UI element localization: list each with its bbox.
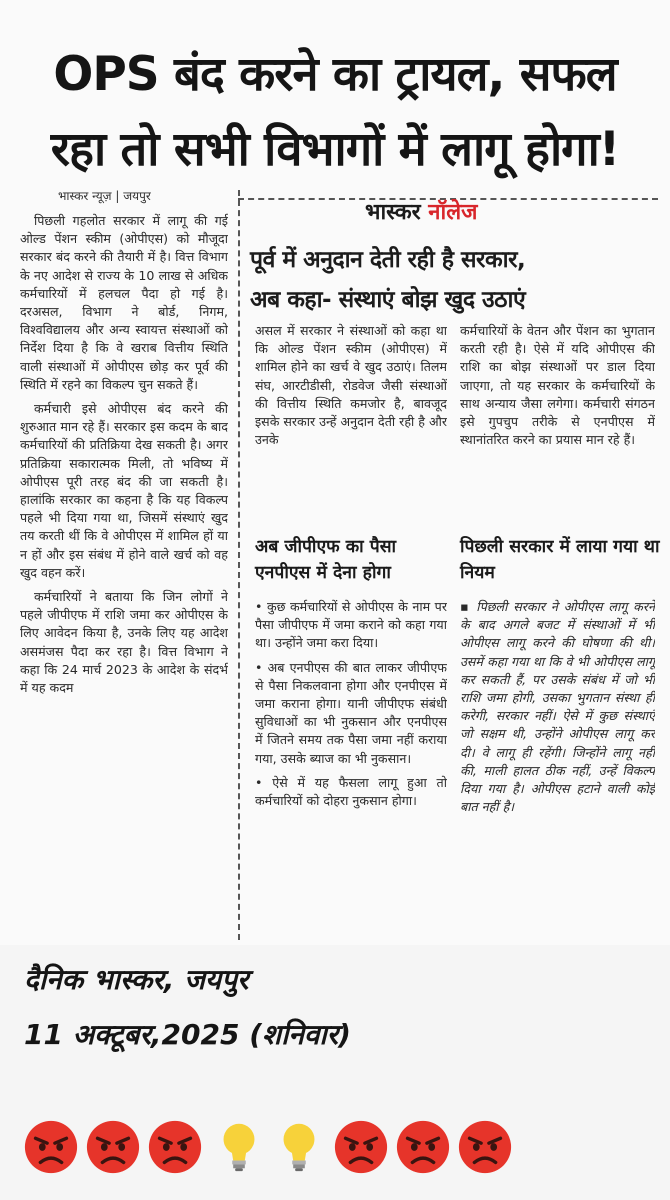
light-bulb-icon <box>270 1118 328 1176</box>
article-paragraph: कर्मचारियों ने बताया कि जिन लोगों ने पहले जीपीएफ में राशि जमा कर ओपीएस के लिए आवेदन किया है, उनके लिए यह आदेश असमंजस पैदा कर रहा है। वित्त विभाग ने कहा कि 24 मार्च 2023 के आदेश के संदर्भ में यह कदम <box>20 589 228 696</box>
caption-date: 11 अक्टूबर,2025 (शनिवार) <box>24 1018 351 1051</box>
angry-face-icon <box>332 1118 390 1176</box>
headline-line-2: रहा तो सभी विभागों में लागू होगा! <box>50 122 620 177</box>
box-mid-text: असल में सरकार ने संस्थाओं को कहा था कि ओल्ड पेंशन स्कीम (ओपीएस) में शामिल होने का खर्च वे खुद उठाएं। तिलम संघ, आरटीडीसी, रोडवेज जैसी संस्थाओं की वित्तीय स्थिति कमजोर है, बावजूद इसके सरकार उन्हें अनुदान देती रही है और उनके <box>255 323 447 448</box>
angry-face-icon <box>22 1118 80 1176</box>
column-divider <box>238 190 240 940</box>
subhead-gpf-nps: अब जीपीएफ का पैसा एनपीएस में देना होगा <box>255 537 397 583</box>
emoji-row <box>22 1118 662 1178</box>
box-mid-column <box>255 322 447 532</box>
bhaskar-knowledge-logo <box>365 196 477 226</box>
article-paragraph: कर्मचारी इसे ओपीएस बंद करने की शुरुआत मान रहे हैं। सरकार इस कदम के बाद कर्मचारियों की प्रतिक्रिया देख सकती है। अगर प्रतिक्रिया सकारात्मक मिली, तो भविष्य में ओपीएस पूरी तरह बंद की जा सकती है। हालांकि सरकार का कहना है कि यह विकल्प पहले भी दिया गया था, जिसमें संस्थाएं खुद तय करती थीं कि वे ओपीएस में शामिल हों या न हों और इस संबंध में होने वाले खर्च को वह खुद वहन करें। <box>20 401 228 580</box>
box-heading-line-1: पूर्व में अनुदान देती रही है सरकार, <box>250 247 526 273</box>
bullet-point: • कुछ कर्मचारियों से ओपीएस के नाम पर पैसा जीपीएफ में जमा कराने को कहा गया था। उन्होंने जमा करा दिया। <box>255 599 447 651</box>
angry-face-icon <box>394 1118 452 1176</box>
bullet-point: • अब एनपीएस की बात लाकर जीपीएफ से पैसा निकलवाना होगा और एनपीएस में जमा कराना होगा। यानी जीपीएफ संबंधी सुविधाओं का भी नुकसान और एनपीएस में जितने समय तक पैसा जमा नहीं कराया गया, उसके ब्याज का भी नुकसान। <box>255 659 447 766</box>
box-right-column <box>460 322 655 532</box>
headline-line-1: OPS बंद करने का ट्रायल, सफल <box>53 47 617 102</box>
rule-bullets-column <box>460 598 655 938</box>
gpf-bullets-column <box>255 598 447 938</box>
brand-knowledge: नॉलेज <box>428 200 478 225</box>
box-heading-line-2: अब कहा- संस्थाएं बोझ खुद उठाएं <box>250 287 526 313</box>
angry-face-icon <box>146 1118 204 1176</box>
angry-face-icon <box>456 1118 514 1176</box>
left-column-article <box>20 212 228 942</box>
article-paragraph: पिछली गहलोत सरकार में लागू की गई ओल्ड पेंशन स्कीम (ओपीएस) को मौजूदा सरकार बंद करने की तैयारी में है। वित्त विभाग के नए आदेश से राज्य के 10 लाख से अधिक कर्मचारियों में हलचल पैदा हो गई है। दरअसल, विभाग ने बोर्ड, निगम, विश्वविद्यालय और अन्य स्वायत्त संस्थाओं को निर्देश दिया है कि वे खराब वित्तीय स्थिति वाली संस्थाओं में ओपीएस छोड़ कर पूर्व की स्थिति में रहने का विकल्प चुन सकते हैं। <box>20 213 228 392</box>
bullet-point: • ऐसे में यह फैसला लागू हुआ तो कर्मचारियों को दोहरा नुकसान होगा। <box>255 774 447 809</box>
light-bulb-icon <box>210 1118 268 1176</box>
byline: भास्कर न्यूज़ | जयपुर <box>58 189 151 203</box>
caption-newspaper-city: दैनिक भास्कर, जयपुर <box>24 963 249 996</box>
brand-bhaskar: भास्कर <box>365 200 421 225</box>
angry-face-icon <box>84 1118 142 1176</box>
bullet-point: ▪ पिछली सरकार ने ओपीएस लागू करने के बाद अगले बजट में संस्थाओं में भी ओपीएस लागू करने की घोषणा की थी। उसमें कहा गया था कि वे भी ओपीएस लागू कर सकती हैं, पर उसके संबंध में जो भी राशि जमा होगी, उसका भुगतान संस्था ही करेगी, सरकार नहीं। ऐसे में कुछ संस्थाएं जो सक्षम थी, उन्होंने ओपीएस लागू कर दी। वे लागू ही रहेंगी। जिन्होंने लागू नहीं की, माली हालत ठीक नहीं, उन्हें विकल्प दिया गया है। ओपीएस हटाने वाली कोई बात नहीं है। <box>460 599 655 815</box>
subhead-previous-rule: पिछली सरकार में लाया गया था नियम <box>460 537 660 583</box>
box-right-text: कर्मचारियों के वेतन और पेंशन का भुगतान करती रही है। ऐसे में यदि ओपीएस की राशि का बोझ संस्थाओं पर डाल दिया जाएगा, तो यह सरकार के कर्मचारियों के साथ अन्याय जैसा लगेगा। कर्मचारी संगठन इसे गुपचुप तरीके से एनपीएस में स्थानांतरित करने का प्रयास मान रहे हैं। <box>460 323 655 448</box>
